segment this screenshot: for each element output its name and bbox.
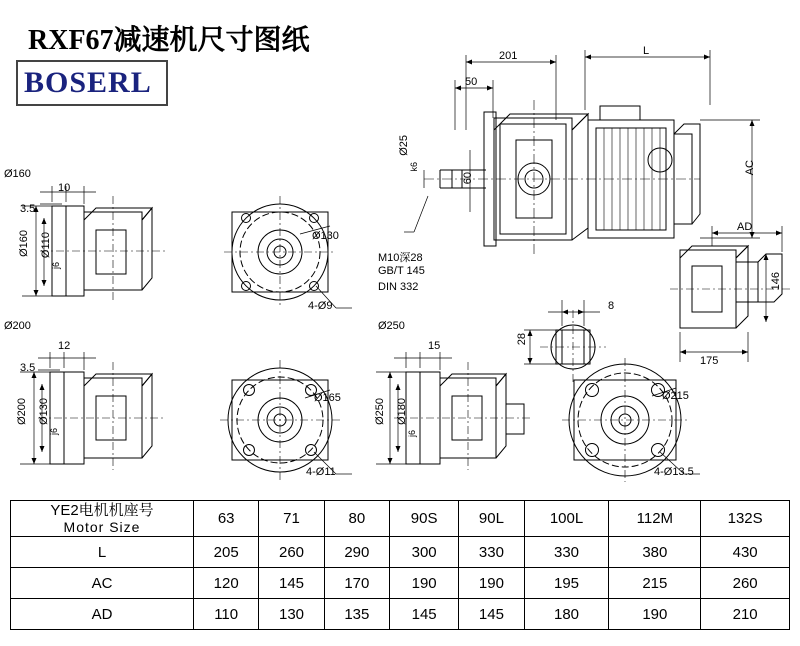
dim-15-label: 15: [428, 340, 441, 352]
motor-dimension-table: [10, 500, 790, 630]
cell-AD-4: 145: [459, 599, 524, 630]
col-header-2: 80: [324, 501, 389, 537]
dim-AC-label: AC: [744, 160, 756, 176]
table-row: [11, 537, 790, 568]
cell-AC-4: 190: [459, 568, 524, 599]
dim-50-label: 50: [465, 76, 478, 88]
dim-12-label: 12: [58, 340, 71, 352]
spigot-130-tolerance-label: j6: [49, 428, 59, 436]
logo-text: BOSERL: [24, 66, 152, 99]
row-label-AC: AC: [11, 568, 194, 599]
flange-200-side-label: Ø200: [16, 398, 28, 425]
flange-160-side-label: Ø160: [18, 230, 30, 257]
key-depth-label: 28: [516, 333, 528, 346]
thread-spec-label: M10深28: [378, 252, 423, 264]
table-row: [11, 568, 790, 599]
spigot-180-tolerance-label: j6: [407, 430, 417, 438]
table-header-en: Motor Size: [63, 519, 141, 536]
dim-10-label: 10: [58, 182, 71, 194]
row-label-L: L: [11, 537, 194, 568]
dim-AD-label: AD: [737, 221, 753, 233]
cell-L-7: 430: [701, 537, 790, 568]
table-row: [11, 599, 790, 630]
cell-AD-7: 210: [701, 599, 790, 630]
col-header-6: 112M: [609, 501, 701, 537]
cell-AC-6: 215: [609, 568, 701, 599]
bolt-circle-130-label: Ø130: [312, 230, 339, 242]
cell-AD-2: 135: [324, 599, 389, 630]
row-label-AD: AD: [11, 599, 194, 630]
col-header-3: 90S: [390, 501, 459, 537]
table-header-cell: [11, 501, 194, 537]
cell-AD-3: 145: [390, 599, 459, 630]
cell-AC-0: 120: [194, 568, 259, 599]
flange-160-label: Ø160: [4, 168, 31, 180]
cell-AD-5: 180: [524, 599, 609, 630]
table-header-cn: YE2电机机座号: [50, 502, 154, 519]
col-header-4: 90L: [459, 501, 524, 537]
key-width-label: 8: [608, 300, 615, 312]
cell-AC-1: 145: [259, 568, 324, 599]
dim-201-label: 201: [499, 50, 518, 62]
cell-AD-1: 130: [259, 599, 324, 630]
col-header-5: 100L: [524, 501, 609, 537]
dim-60-label: 60: [462, 172, 474, 185]
dim-146-label: 146: [770, 272, 782, 291]
page-title: RXF67减速机尺寸图纸: [28, 25, 310, 56]
cell-L-6: 380: [609, 537, 701, 568]
bolt-circle-215-label: Ø215: [662, 390, 689, 402]
col-header-0: 63: [194, 501, 259, 537]
cell-L-1: 260: [259, 537, 324, 568]
bolt-circle-165-label: Ø165: [314, 392, 341, 404]
dim-L-label: L: [643, 45, 650, 57]
dim-3p5-label: 3.5: [20, 203, 36, 215]
cell-L-5: 330: [524, 537, 609, 568]
col-header-1: 71: [259, 501, 324, 537]
cell-AD-0: 110: [194, 599, 259, 630]
shaft-diameter-label: Ø25: [398, 135, 410, 156]
cell-L-0: 205: [194, 537, 259, 568]
cell-L-4: 330: [459, 537, 524, 568]
cell-L-3: 300: [390, 537, 459, 568]
table-header-row: [11, 501, 790, 537]
flange-250-label: Ø250: [378, 320, 405, 332]
cell-AC-3: 190: [390, 568, 459, 599]
cell-AD-6: 190: [609, 599, 701, 630]
spigot-130-label: Ø130: [38, 398, 50, 425]
cell-AC-2: 170: [324, 568, 389, 599]
holes-11-label: 4-Ø11: [306, 466, 336, 478]
din-standard-label: DIN 332: [378, 281, 419, 293]
dim-175-label: 175: [700, 355, 719, 367]
cell-AC-5: 195: [524, 568, 609, 599]
spigot-110-label: Ø110: [40, 232, 52, 259]
shaft-tolerance-label: k6: [409, 162, 419, 172]
holes-13p5-label: 4-Ø13.5: [654, 466, 694, 478]
col-header-7: 132S: [701, 501, 790, 537]
cell-AC-7: 260: [701, 568, 790, 599]
spigot-110-tolerance-label: j6: [51, 262, 61, 270]
dim-3p5b-label: 3.5: [20, 362, 36, 374]
flange-250-side-label: Ø250: [374, 398, 386, 425]
flange-200-label: Ø200: [4, 320, 31, 332]
holes-9-label: 4-Ø9: [308, 300, 333, 312]
cell-L-2: 290: [324, 537, 389, 568]
gbt-standard-label: GB/T 145: [378, 265, 425, 277]
spigot-180-label: Ø180: [396, 398, 408, 425]
